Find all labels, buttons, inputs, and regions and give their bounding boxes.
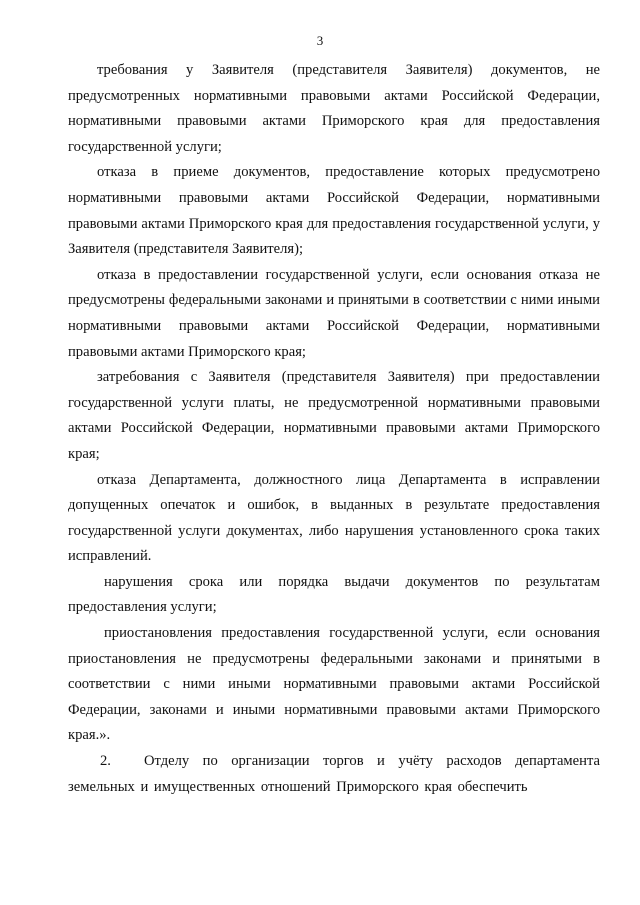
document-body [68, 58, 600, 800]
page-number: 3 [316, 33, 324, 48]
item-text: Отделу по организации торгов и учёту расходов департамента земельных и имущественных отношений Приморского края обеспечить [68, 753, 600, 795]
item-number: 2. [100, 753, 111, 770]
paragraph-refusal-acceptance: отказа в приеме документов, предоставление которых предусмотрено нормативными правовыми актами Российской Федерации, нормативными правовыми актами Приморского края для предоставления государственной услуги, у Заявителя (представителя Заявителя); [68, 164, 600, 258]
paragraph-correction-refusal: отказа Департамента, должностного лица Департамента в исправлении допущенных опечаток и ошибок, в выданных в результате предоставления государственной услуги документах, либо нарушения установленного срока таких исправлений. [68, 471, 600, 565]
numbered-item-2 [68, 749, 600, 800]
paragraph-deadline-violation: нарушения срока или порядка выдачи документов по результатам предоставления услуги; [68, 573, 600, 616]
paragraph-fee-demand: затребования с Заявителя (представителя Заявителя) при предоставлении государственной услуги платы, не предусмотренной нормативными правовыми актами Российской Федерации, нормативными правовыми актами Приморского края; [68, 369, 600, 462]
paragraph-requirement-documents: требования у Заявителя (представителя Заявителя) документов, не предусмотренных нормативными правовыми актами Российской Федерации, нормативными правовыми актами Приморского края для предоставления государственной услуги; [68, 62, 600, 155]
paragraph-suspension: приостановления предоставления государственной услуги, если основания приостановления не предусмотрены федеральными законами и принятыми в соответствии с ними иными нормативными правовыми актами Российской Федерации, законами и иными нормативными правовыми актами Приморского края.». [68, 625, 600, 744]
paragraph-refusal-service: отказа в предоставлении государственной услуги, если основания отказа не предусмотрены федеральными законами и принятыми в соответствии с ними иными нормативными правовыми актами Российской Федерации, нормативными правовыми актами Приморского края; [68, 266, 600, 360]
